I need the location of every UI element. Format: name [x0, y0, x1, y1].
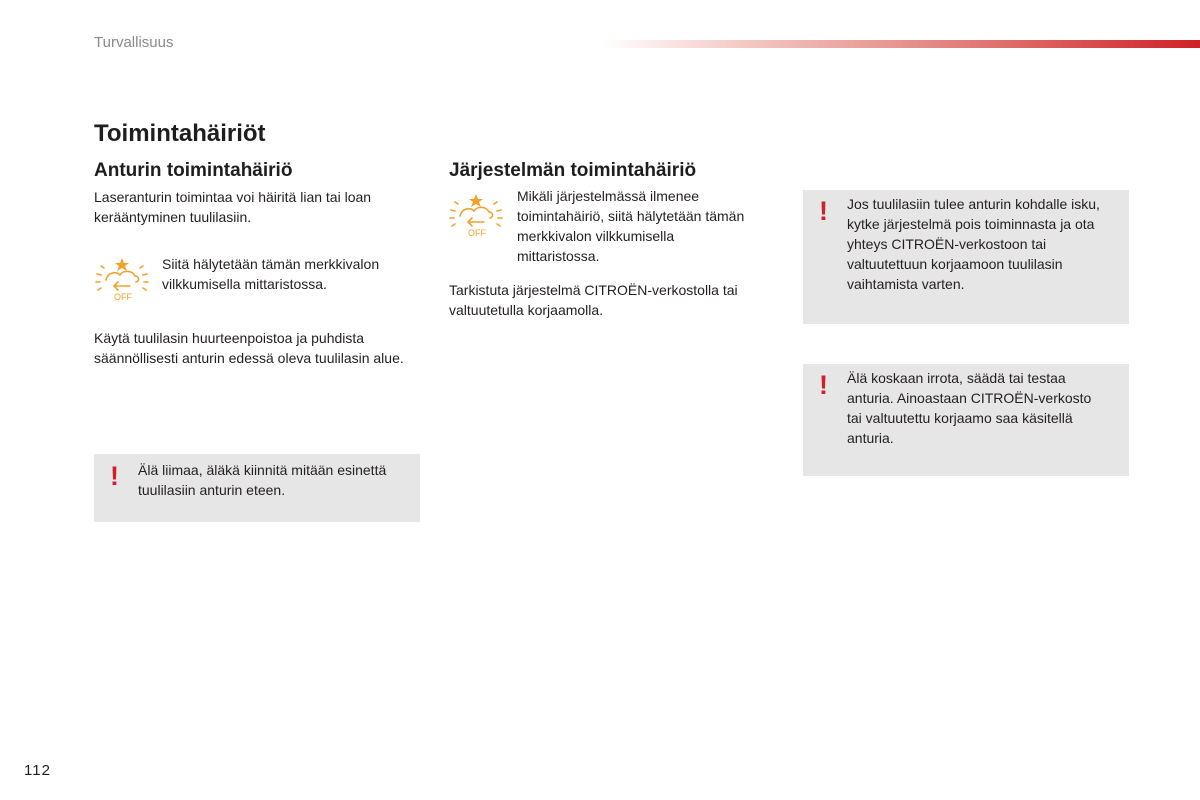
sensor-fault-heading: Anturin toimintahäiriö [94, 160, 293, 181]
page-number: 112 [24, 762, 51, 779]
warning-text: Jos tuulilasiin tulee anturin kohdalle isku, kytke järjestelmä pois toiminnasta ja ota yhteys CITROËN-verkostoon tai valtuutettuun korjaamoon tuulilasin vaihtamista varten. [847, 196, 1100, 292]
system-fault-advice: Tarkistuta järjestelmä CITROËN-verkostolla tai valtuutetulla korjaamolla. [449, 282, 738, 318]
warning-box-windscreen-impact [803, 190, 1129, 324]
warning-exclamation-icon: ! [819, 196, 828, 226]
warning-box-do-not-tamper [803, 364, 1129, 476]
section-label: Turvallisuus [94, 34, 174, 51]
system-fault-icon-caption: Mikäli järjestelmässä ilmenee toimintahäiriö, siitä hälytetään tämän merkkivalon vilkkumisella mittaristossa. [517, 188, 745, 264]
warning-exclamation-icon: ! [819, 370, 828, 400]
sensor-fault-advice: Käytä tuulilasin huurteenpoistoa ja puhdista säännöllisesti anturin edessä oleva tuulilasin alue. [94, 330, 404, 366]
warning-box-sensor [94, 454, 420, 522]
system-fault-heading: Järjestelmän toimintahäiriö [449, 160, 697, 181]
warning-exclamation-icon: ! [110, 461, 119, 491]
sensor-fault-intro: Laseranturin toimintaa voi häiritä lian tai loan kerääntyminen tuulilasiin. [94, 189, 372, 225]
warning-text: Älä liimaa, äläkä kiinnitä mitään esinettä tuulilasiin anturin eteen. [138, 462, 387, 498]
icon-off-label: OFF [468, 228, 486, 238]
sensor-fault-icon-caption: Siitä hälytetään tämän merkkivalon vilkkumisella mittaristossa. [162, 256, 380, 292]
warning-text: Älä koskaan irrota, säädä tai testaa anturia. Ainoastaan CITROËN-verkosto tai valtuutettu korjaamo saa käsitellä anturia. [847, 370, 1092, 446]
header-accent-bar [600, 40, 1200, 48]
wiper-sensor-warning-icon [92, 254, 152, 302]
wiper-sensor-warning-icon [446, 190, 506, 238]
icon-off-label: OFF [114, 292, 132, 302]
page-title: Toimintahäiriöt [94, 120, 266, 147]
